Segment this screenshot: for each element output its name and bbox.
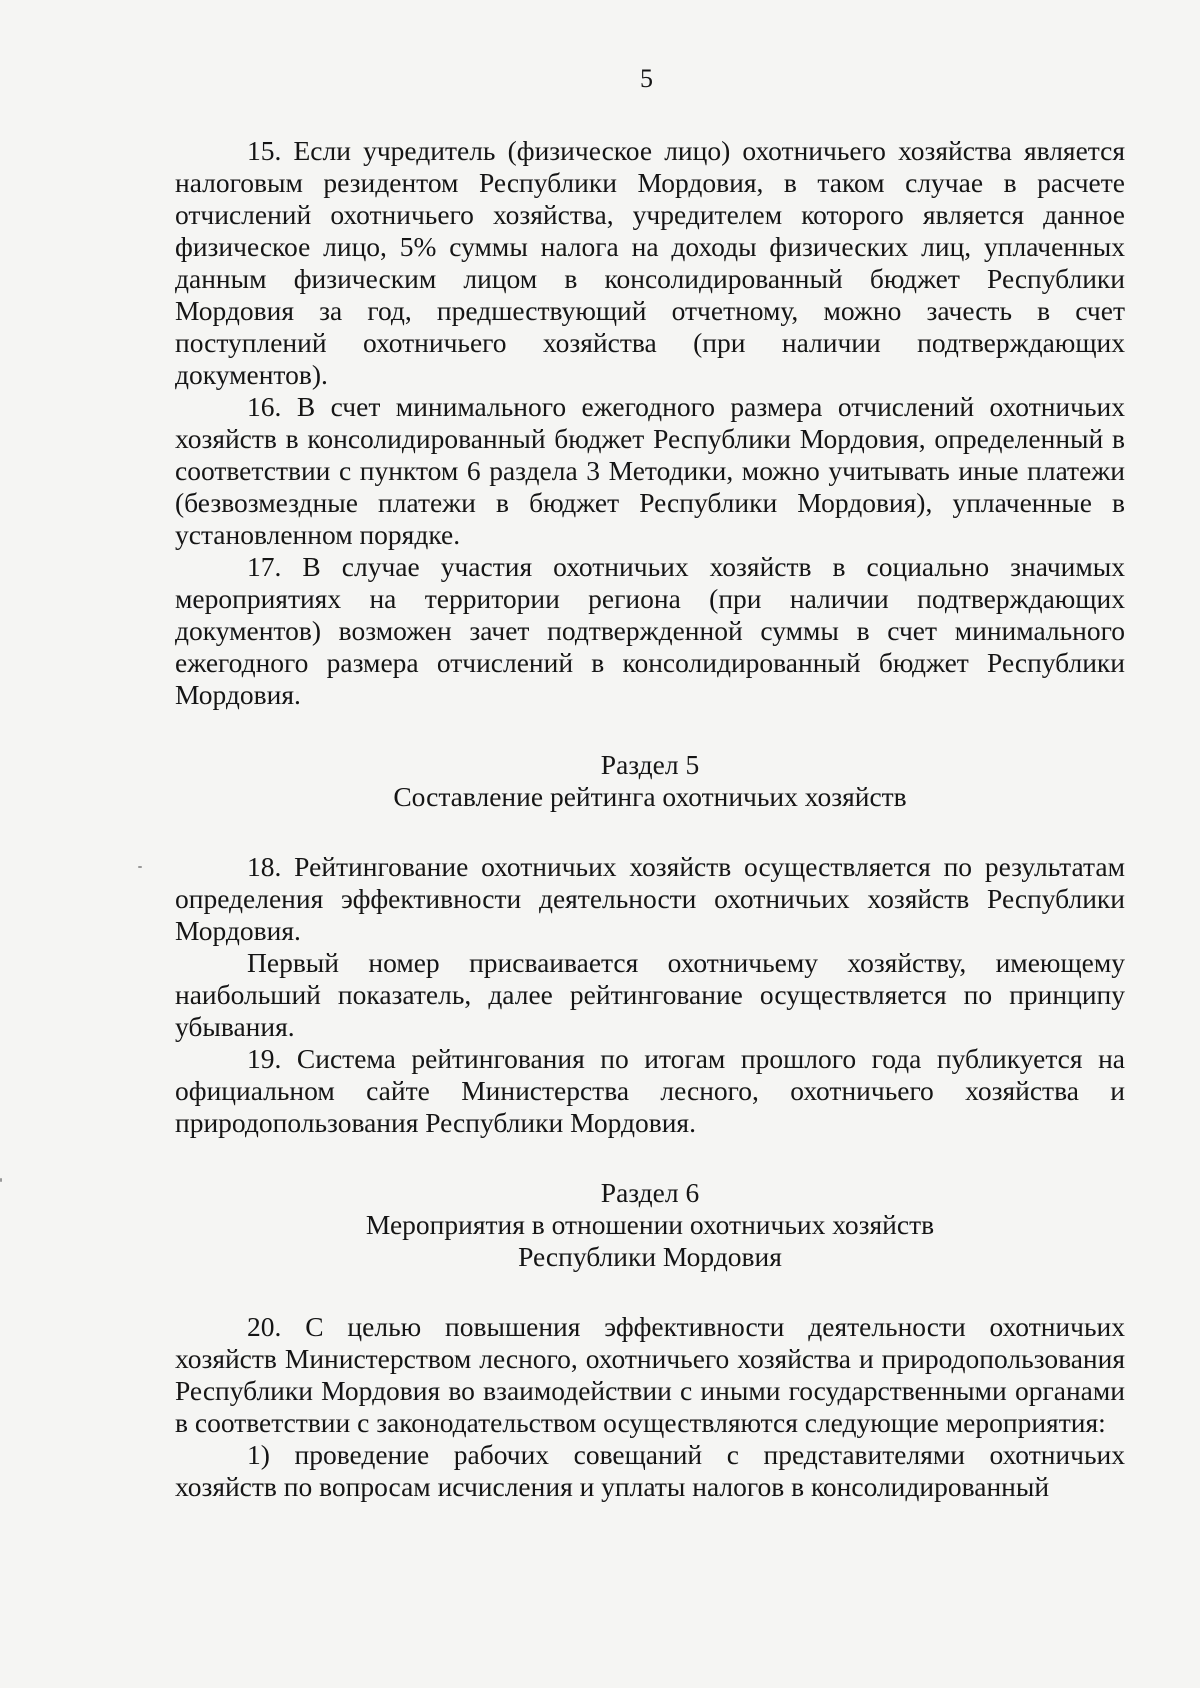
paragraph-19: 19. Система рейтингования по итогам прошлого года публикуется на официальном сайте Министерства лесного, охотничьего хозяйства и природопользования Республики Мордовия. xyxy=(175,1043,1125,1138)
spacer xyxy=(175,711,1125,749)
list-item-1: 1) проведение рабочих совещаний с представителями охотничьих хозяйств по вопросам исчисления и уплаты налогов в консолидированный xyxy=(175,1439,1125,1502)
section-6-title-line1: Мероприятия в отношении охотничьих хозяйств xyxy=(365,1209,935,1240)
section-6-heading: Раздел 6 xyxy=(600,1177,700,1208)
spacer xyxy=(175,813,1125,851)
paragraph-16: 16. В счет минимального ежегодного размера отчислений охотничьих хозяйств в консолидированный бюджет Республики Мордовия, определенный в соответствии с пунктом 6 раздела 3 Методики, можно учитывать иные платежи (безвозмездные платежи в бюджет Республики Мордовия), уплаченные в установленном порядке. xyxy=(175,391,1125,550)
paragraph-18: 18. Рейтингование охотничьих хозяйств осуществляется по результатам определения эффективности деятельности охотничьих хозяйств Республики Мордовия. xyxy=(175,851,1125,946)
paragraph-20: 20. С целью повышения эффективности деятельности охотничьих хозяйств Министерством лесного, охотничьего хозяйства и природопользования Республики Мордовия во взаимодействии с иными государственными органами в соответствии с законодательством осуществляются следующие мероприятия: xyxy=(175,1311,1125,1438)
section-6-title-line2: Республики Мордовия xyxy=(518,1241,782,1272)
page-number: 5 xyxy=(640,64,653,93)
paragraph-17: 17. В случае участия охотничьих хозяйств в социально значимых мероприятиях на территории региона (при наличии подтверждающих документов) возможен зачет подтвержденной суммы в счет минимального ежегодного размера отчислений в консолидированный бюджет Республики Мордовия. xyxy=(175,551,1125,710)
scan-speck xyxy=(138,866,142,868)
section-5-heading: Раздел 5 xyxy=(600,749,700,780)
document-body xyxy=(175,135,1125,1503)
spacer xyxy=(175,1139,1125,1177)
paragraph-15: 15. Если учредитель (физическое лицо) охотничьего хозяйства является налоговым резидентом Республики Мордовия, в таком случае в расчете отчислений охотничьего хозяйства, учредителем которого является данное физическое лицо, 5% суммы налога на доходы физических лиц, уплаченных данным физическим лицом в консолидированный бюджет Республики Мордовия за год, предшествующий отчетному, можно зачесть в счет поступлений охотничьего хозяйства (при наличии подтверждающих документов). xyxy=(175,135,1125,390)
spacer xyxy=(175,1273,1125,1311)
paragraph-18-continued: Первый номер присваивается охотничьему хозяйству, имеющему наибольший показатель, далее рейтингование осуществляется по принципу убывания. xyxy=(175,947,1125,1042)
scan-speck xyxy=(0,1178,2,1182)
section-5-title: Составление рейтинга охотничьих хозяйств xyxy=(393,781,907,812)
